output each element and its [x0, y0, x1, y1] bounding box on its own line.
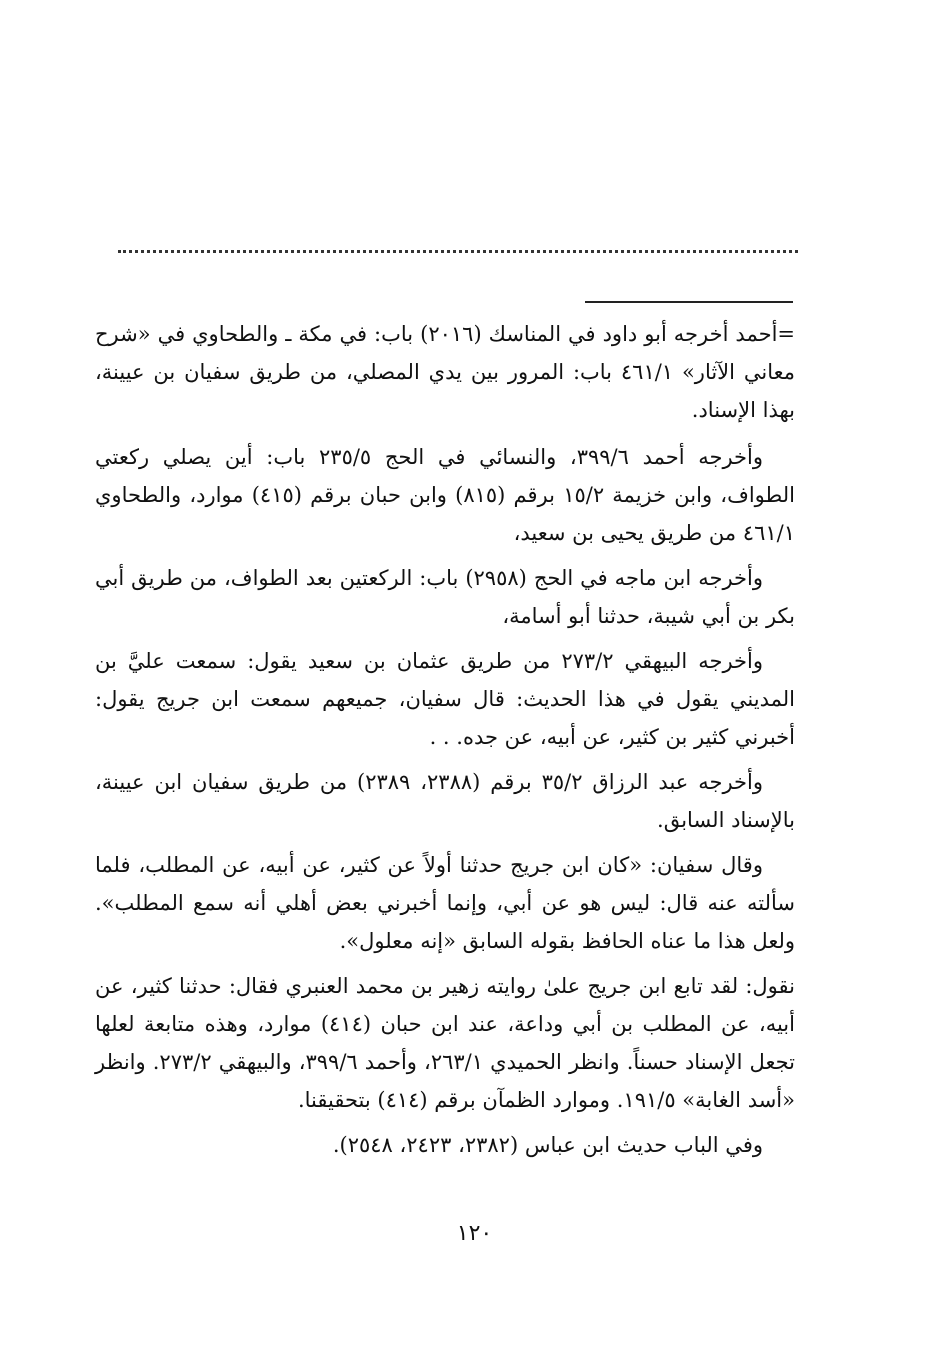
- footnote-separator-line: [585, 301, 793, 303]
- paragraph-5: وأخرجه عبد الرزاق ٣٥/٢ برقم (٢٣٨٨، ٢٣٨٩) من طريق سفيان ابن عيينة، بالإسناد السابق.: [95, 770, 795, 832]
- page-number: ١٢٠: [456, 1221, 493, 1246]
- paragraph-2: وأخرجه أحمد ٣٩٩/٦، والنسائي في الحج ٢٣٥/٥ باب: أين يصلي ركعتي الطواف، وابن خزيمة ١٥/٢ برقم (٨١٥) وابن حبان برقم (٤١٥) موارد، والطحاوي ٤٦١/١ من طريق يحيى بن سعيد،: [95, 445, 795, 545]
- paragraph-4: وأخرجه البيهقي ٢٧٣/٢ من طريق عثمان بن سعيد يقول: سمعت عليَّ بن المديني يقول في هذا الحديث: قال سفيان، جميعهم سمعت ابن جريج يقول: أخبرني كثير بن كثير، عن أبيه، عن جده. . .: [95, 649, 795, 749]
- paragraph-8: وفي الباب حديث ابن عباس (٢٣٨٢، ٢٤٢٣، ٢٥٤٨).: [332, 1133, 763, 1157]
- paragraph-7: نقول: لقد تابع ابن جريج علىٰ روايته زهير بن محمد العنبري فقال: حدثنا كثير، عن أبيه، عن المطلب بن أبي وداعة، عند ابن حبان (٤١٤) موارد، وهذه متابعة لعلها تجعل الإسناد حسناً. وانظر الحميدي ٢٦٣/١، وأحمد ٣٩٩/٦، والبيهقي ٢٧٣/٢. وانظر «أسد الغابة» ١٩١/٥. وموارد الظمآن برقم (٤١٤) بتحقيقنا.: [95, 974, 795, 1112]
- paragraph-6: وقال سفيان: «كان ابن جريج حدثنا أولاً عن كثير، عن أبيه، عن المطلب، فلما سألته عنه قال: ليس هو عن أبي، وإنما أخبرني بعض أهلي أنه سمع المطلب». ولعل هذا ما عناه الحافظ بقوله السابق «إنه معلول».: [95, 853, 795, 953]
- dotted-separator: [118, 250, 798, 253]
- paragraph-3: وأخرجه ابن ماجه في الحج (٢٩٥٨) باب: الركعتين بعد الطواف، من طريق أبي بكر بن أبي شيبة، حدثنا أبو أسامة،: [95, 566, 795, 628]
- footnote-body: [95, 315, 795, 1171]
- paragraph-1: =أحمد أخرجه أبو داود في المناسك (٢٠١٦) باب: في مكة ـ والطحاوي في «شرح معاني الآثار» ٤٦١/١ باب: المرور بين يدي المصلي، من طريق سفيان بن عيينة، بهذا الإسناد.: [95, 322, 795, 422]
